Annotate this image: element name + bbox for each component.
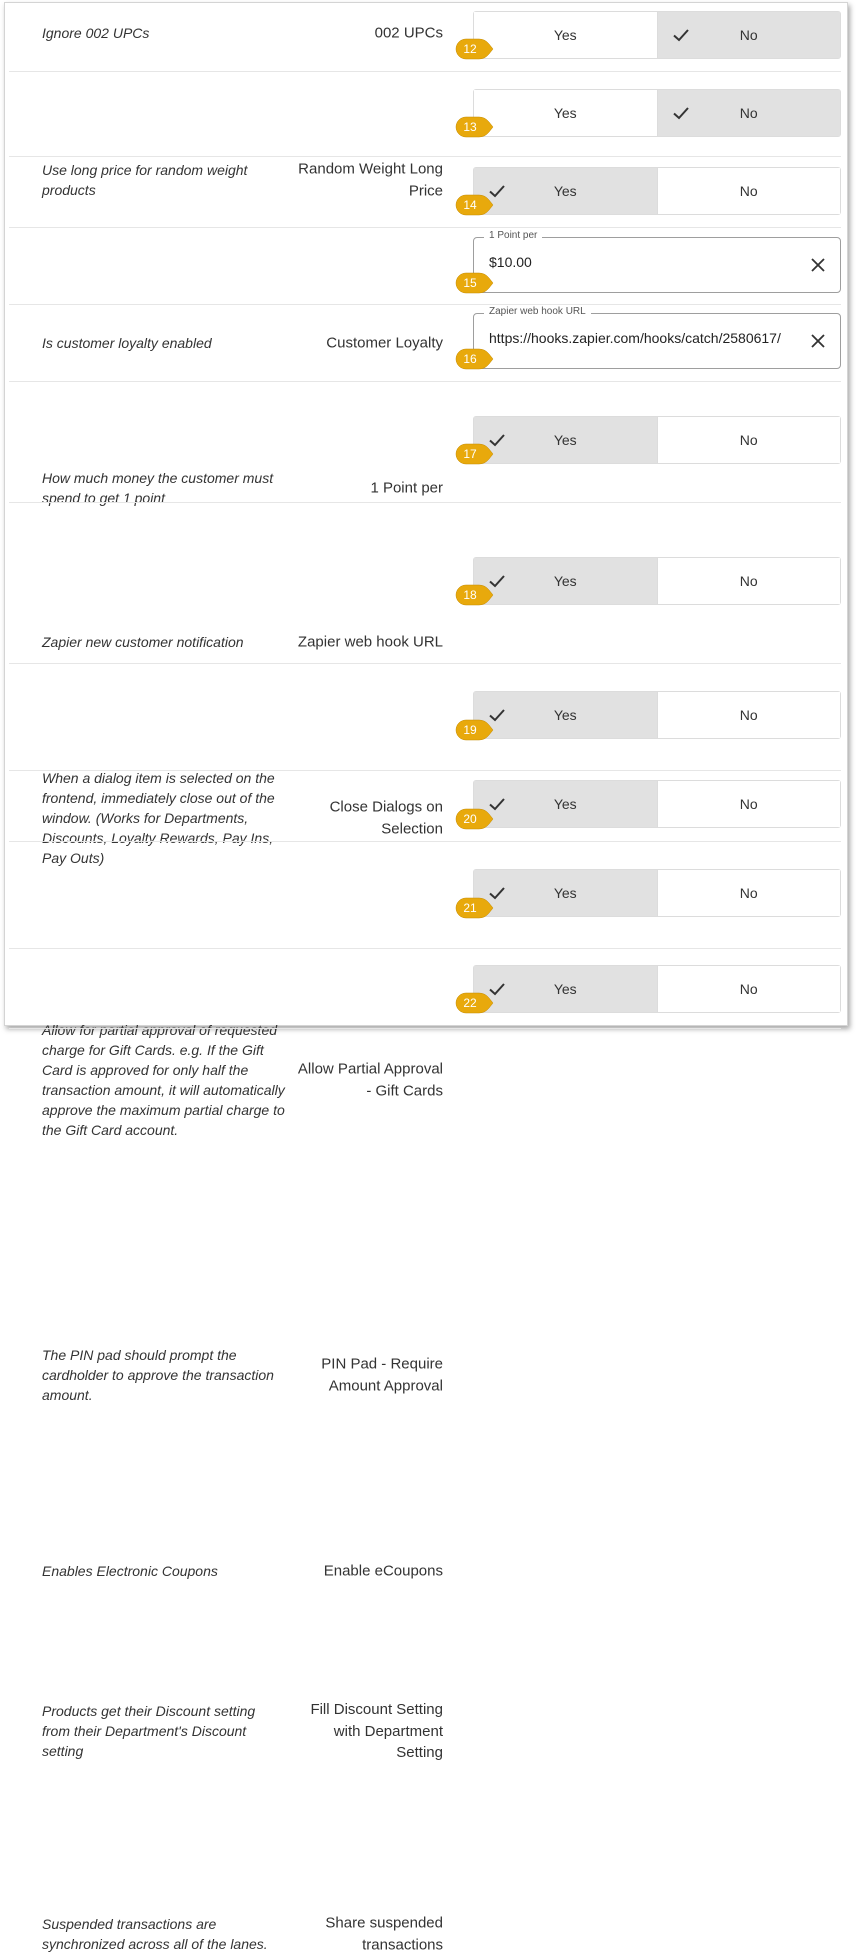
yes-option-label: Yes	[553, 27, 577, 43]
setting-label: 1 Point per	[370, 479, 443, 497]
callout-number: 14	[463, 198, 477, 212]
setting-label: Enable eCoupons	[323, 1562, 443, 1580]
yes-option-label: Yes	[553, 707, 577, 723]
callout-badge	[455, 897, 493, 919]
callout-number: 20	[463, 812, 477, 826]
setting-description: Ignore 002 UPCs	[42, 25, 150, 41]
callout-badge	[455, 584, 493, 606]
yes-no-toggle	[473, 965, 841, 1013]
yes-option-label: Yes	[553, 432, 577, 448]
setting-description: Enables Electronic Coupons	[42, 1563, 218, 1579]
checkmark-icon	[672, 104, 690, 122]
no-option-button[interactable]	[657, 12, 841, 58]
checkmark-icon	[672, 26, 690, 44]
no-option-label: No	[739, 885, 758, 901]
no-option-label: No	[739, 183, 758, 199]
yes-option-button[interactable]	[474, 692, 657, 738]
setting-label: Customer Loyalty	[326, 334, 443, 352]
no-option-label: No	[739, 105, 758, 121]
no-option-button[interactable]	[657, 781, 841, 827]
no-option-label: No	[739, 796, 758, 812]
yes-option-button[interactable]	[474, 12, 657, 58]
yes-option-label: Yes	[553, 796, 577, 812]
yes-option-label: Yes	[553, 183, 577, 199]
callout-badge	[455, 348, 493, 370]
field-value[interactable]: $10.00	[489, 254, 532, 270]
callout-badge	[455, 38, 493, 60]
clear-icon[interactable]	[810, 333, 826, 349]
no-option-button[interactable]	[657, 870, 841, 916]
clear-icon[interactable]	[810, 257, 826, 273]
setting-row	[9, 71, 841, 199]
setting-label: Random Weight Long Price	[298, 160, 443, 199]
yes-option-label: Yes	[553, 885, 577, 901]
callout-number: 21	[463, 901, 477, 915]
setting-label: Allow Partial Approval - Gift Cards	[297, 1060, 443, 1099]
yes-option-button[interactable]	[474, 558, 657, 604]
setting-label: Zapier web hook URL	[297, 633, 443, 651]
setting-description: Suspended transactions are synchronized across all of the lanes.	[42, 1916, 268, 1952]
callout-number: 16	[463, 352, 477, 366]
settings-panel	[4, 2, 848, 1953]
setting-row	[9, 3, 841, 72]
setting-label: Fill Discount Setting with Department Setting	[310, 1700, 443, 1761]
callout-badge	[455, 808, 493, 830]
yes-option-button[interactable]	[474, 168, 657, 214]
yes-no-toggle	[473, 167, 841, 215]
yes-option-label: Yes	[553, 981, 577, 997]
setting-description: Zapier new customer notification	[42, 634, 244, 650]
no-option-button[interactable]	[657, 417, 841, 463]
yes-option-button[interactable]	[474, 90, 657, 136]
yes-option-button[interactable]	[474, 781, 657, 827]
callout-number: 13	[463, 120, 477, 134]
setting-description: Allow for partial approval of requested charge for Gift Cards. e.g. If the Gift Card is approved for only half the transaction amount, it will automatically approve the maximum partial charge to the Gift Card account.	[42, 1022, 285, 1138]
text-field[interactable]	[473, 306, 841, 369]
yes-no-toggle	[473, 691, 841, 739]
no-option-button[interactable]	[657, 966, 841, 1012]
no-option-label: No	[739, 573, 758, 589]
setting-description: Use long price for random weight products	[42, 162, 248, 198]
yes-option-label: Yes	[553, 105, 577, 121]
yes-no-toggle	[473, 557, 841, 605]
callout-number: 15	[463, 276, 477, 290]
callout-badge	[455, 443, 493, 465]
yes-option-button[interactable]	[474, 417, 657, 463]
setting-label: 002 UPCs	[374, 24, 443, 42]
callout-number: 12	[463, 42, 477, 56]
no-option-button[interactable]	[657, 90, 841, 136]
field-floating-label: 1 Point per	[484, 230, 542, 241]
callout-badge	[455, 992, 493, 1014]
callout-badge	[455, 116, 493, 138]
callout-badge	[455, 272, 493, 294]
field-value[interactable]: https://hooks.zapier.com/hooks/catch/2580617/	[489, 330, 781, 346]
no-option-label: No	[739, 981, 758, 997]
yes-no-toggle	[473, 89, 841, 137]
callout-badge	[455, 194, 493, 216]
no-option-button[interactable]	[657, 692, 841, 738]
setting-description: Is customer loyalty enabled	[42, 335, 212, 351]
no-option-button[interactable]	[657, 168, 841, 214]
field-floating-label: Zapier web hook URL	[484, 306, 591, 317]
yes-no-toggle	[473, 416, 841, 464]
no-option-label: No	[739, 707, 758, 723]
setting-description: How much money the customer must spend to get 1 point	[42, 470, 274, 506]
callout-number: 17	[463, 447, 477, 461]
no-option-button[interactable]	[657, 558, 841, 604]
yes-no-toggle	[473, 780, 841, 828]
no-option-label: No	[739, 432, 758, 448]
callout-badge	[455, 719, 493, 741]
yes-no-toggle	[473, 869, 841, 917]
setting-description: Products get their Discount setting from their Department's Discount setting	[42, 1703, 256, 1759]
setting-label: Share suspended transactions	[325, 1914, 443, 1953]
setting-label: PIN Pad - Require Amount Approval	[321, 1355, 443, 1394]
setting-label: Close Dialogs on Selection	[329, 798, 443, 837]
yes-no-toggle	[473, 11, 841, 59]
callout-number: 22	[463, 996, 477, 1010]
setting-description: The PIN pad should prompt the cardholder to approve the transaction amount.	[42, 1347, 274, 1403]
callout-number: 18	[463, 588, 477, 602]
yes-option-button[interactable]	[474, 870, 657, 916]
no-option-label: No	[739, 27, 758, 43]
callout-number: 19	[463, 723, 477, 737]
yes-option-label: Yes	[553, 573, 577, 589]
text-field[interactable]	[473, 230, 841, 293]
setting-description: When a dialog item is selected on the frontend, immediately close out of the window. (Works for Departments, Discounts, Loyalty Rewards, Pay Ins, Pay Outs)	[42, 770, 275, 866]
yes-option-button[interactable]	[474, 966, 657, 1012]
